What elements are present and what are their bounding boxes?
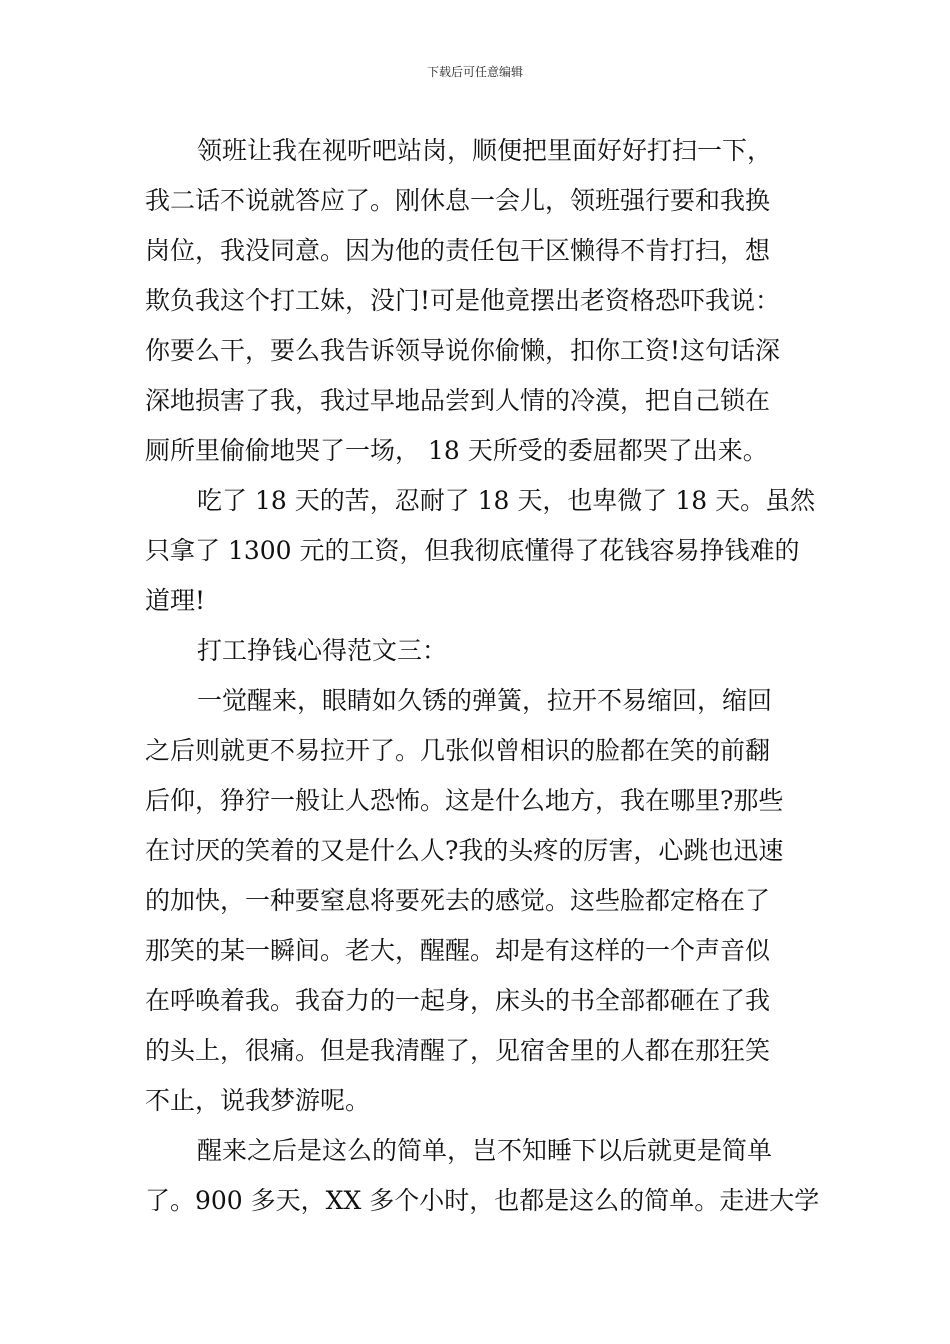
text-line: 只拿了 1300 元的工资，但我彻底懂得了花钱容易挣钱难的 — [145, 536, 800, 565]
text-line: 欺负我这个打工妹，没门!可是他竟摆出老资格恐吓我说： — [145, 286, 781, 315]
text-line: 醒来之后是这么的简单，岂不知睡下以后就更是简单 — [197, 1136, 773, 1165]
text-line: 的加快，一种要窒息将要死去的感觉。这些脸都定格在了 — [145, 886, 771, 915]
text-line: 岗位，我没同意。因为他的责任包干区懒得不肯打扫，想 — [145, 236, 771, 265]
text-line: 深地损害了我，我过早地品尝到人情的冷漠，把自己锁在 — [145, 386, 771, 415]
text-line: 的头上，很痛。但是我清醒了，见宿舍里的人都在那狂笑 — [145, 1036, 771, 1065]
text-line: 你要么干，要么我告诉领导说你偷懒，扣你工资!这句话深 — [145, 336, 781, 365]
text-line: 我二话不说就答应了。刚休息一会儿，领班强行要和我换 — [145, 186, 771, 215]
text-line: 不止，说我梦游呢。 — [145, 1086, 371, 1115]
text-line: 道理! — [145, 586, 206, 615]
text-line: 厕所里偷偷地哭了一场， 18 天所受的委屈都哭了出来。 — [145, 436, 768, 465]
text-line: 吃了 18 天的苦，忍耐了 18 天，也卑微了 18 天。虽然 — [197, 486, 816, 515]
text-line: 一觉醒来，眼睛如久锈的弹簧，拉开不易缩回，缩回 — [197, 686, 773, 715]
text-line: 领班让我在视听吧站岗，顺便把里面好好打扫一下， — [197, 136, 773, 165]
page-header: 下载后可任意编辑 — [426, 65, 523, 79]
text-line: 在呼唤着我。我奋力的一起身，床头的书全部都砸在了我 — [145, 986, 771, 1015]
text-line: 了。900 多天，XX 多个小时，也都是这么的简单。走进大学 — [145, 1186, 820, 1215]
text-line: 之后则就更不易拉开了。几张似曾相识的脸都在笑的前翻 — [145, 736, 771, 765]
text-line: 那笑的某一瞬间。老大，醒醒。却是有这样的一个声音似 — [145, 936, 771, 965]
document-body — [145, 126, 820, 1226]
text-line: 打工挣钱心得范文三： — [197, 636, 448, 665]
text-line: 在讨厌的笑着的又是什么人?我的头疼的厉害，心跳也迅速 — [145, 836, 784, 865]
text-line: 后仰，狰狞一般让人恐怖。这是什么地方，我在哪里?那些 — [145, 786, 784, 815]
